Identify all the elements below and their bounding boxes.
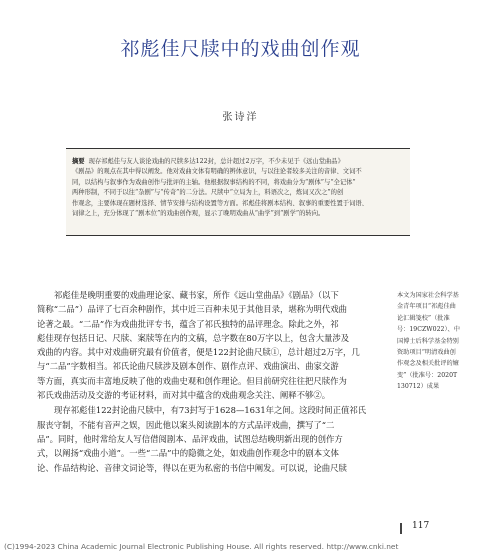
funding-note-line: 资助项目“明清戏曲创 (397, 349, 456, 357)
body-line: 简称“二品”）品评了七百余种剧作，其中近三百种未见于其他目录，堪称为明代戏曲 (37, 304, 348, 315)
funding-note-line: 国博士后科学基金特别 (397, 337, 459, 345)
body-line: 与“二品”字数相当。祁氏论曲尺牍涉及剧本创作、剧作点评、戏曲演出、曲家交游 (37, 361, 339, 372)
article-title: 祁彪佳尺牍中的戏曲创作观 (120, 38, 361, 60)
body-line: 论、作品结构论、音律文词论等，得以在更为私密的书信中阐发。可以说，论曲尺牍 (37, 462, 347, 473)
funding-note (397, 290, 477, 393)
funding-note-line: 金青年项目“祁彪佳曲 (397, 303, 456, 311)
body-line: 等方面，真实而丰富地反映了他的戏曲史观和创作理论。但目前研究往往把尺牍作为 (37, 375, 347, 386)
body-line: 品”。同时，他时常给友人写信借阅剧本、品评戏曲，试图总结晚明新出现的创作方 (37, 433, 343, 444)
abstract-box (66, 148, 410, 236)
funding-note-line: 号：19CZW022）、中 (397, 326, 460, 334)
funding-note-line: 作观念及相关批评的嬗 (397, 360, 459, 368)
funding-note-line: 本文为国家社会科学基 (397, 292, 459, 299)
article-author: 张诗洋 (222, 112, 259, 123)
page-number-bar (400, 523, 402, 534)
body-line: 现存祁彪佳122封论曲尺牍中，有73封写于1628—1631年之间。这段时间正值祁氏 (54, 405, 367, 416)
body-line: 服丧守制，不能有音声之娱，因此他以案头阅读剧本的方式品评戏曲，撰写了“二 (37, 419, 335, 430)
funding-note-line: 130712）成果 (397, 383, 440, 391)
page-number: 117 (412, 521, 430, 531)
body-text (37, 288, 389, 475)
body-line: 式，以阐扬“戏曲小道”。一些“二品”中的隐微之处，如戏曲创作观念中的剧本文体 (37, 448, 339, 459)
abstract-line-text: 现存祁彪佳与友人谈论戏曲的尺牍多达122封，总计超过2万字，不少未见于《远山堂曲品》 (88, 158, 344, 165)
abstract-line: 《剧品》的观点在其中得以阐发。他对戏曲文体有明确的辨体意识，与以往论者较多关注的音律、文词不 (72, 168, 362, 176)
copyright-footer: (C)1994-2023 China Academic Journal Electronic Publishing House. All rights reserved. http://www.cnki.net (4, 542, 399, 551)
body-line: 祁氏戏曲活动及交游的考证材料，而对其中蕴含的戏曲观念关注、阐释不够②。 (37, 390, 331, 401)
abstract-line: 作观念，主要体现在题材选择、情节安排与结构设置等方面。祁彪佳将剧本结构、叙事的重要性置于词语、 (72, 199, 368, 207)
funding-note-line: 论汇辑笺校”（批准 (397, 314, 450, 322)
body-line: 彪佳现存包括日记、尺牍、案牍等在内的文稿，总字数在80万字以上，包含大量涉及 (37, 332, 350, 343)
funding-note-line: 变”（批准号：2020T (397, 371, 458, 379)
abstract-line (72, 157, 404, 167)
abstract-line: 词律之上，充分体现了“剧本位”的戏曲创作观，显示了晚明戏曲从“曲学”到“剧学”的转向。 (72, 210, 325, 218)
abstract-label: 摘要 (72, 158, 85, 165)
abstract-line: 同，以结构与叙事作为戏曲创作与批评的主轴。他根据叙事结构的不同，将戏曲分为“剧体”与“全记体” (72, 178, 356, 186)
body-line: 论著之最。“二品”作为戏曲批评专书，蕴含了祁氏独特的品评理念。除此之外，祁 (37, 318, 339, 329)
body-line: 祁彪佳是晚明重要的戏曲理论家、藏书家，所作《远山堂曲品》《剧品》（以下 (54, 290, 339, 300)
page-number-block (400, 520, 470, 536)
abstract-line: 两种形制，不同于以往“杂剧”与“传奇”的二分法。尺牍中“立局为上，料语次之，炼词又次之”的创 (72, 189, 344, 197)
body-line: 戏曲的内容。其中对戏曲研究最有价值者，便是122封论曲尺牍①，总计超过2万字，几 (37, 347, 360, 358)
